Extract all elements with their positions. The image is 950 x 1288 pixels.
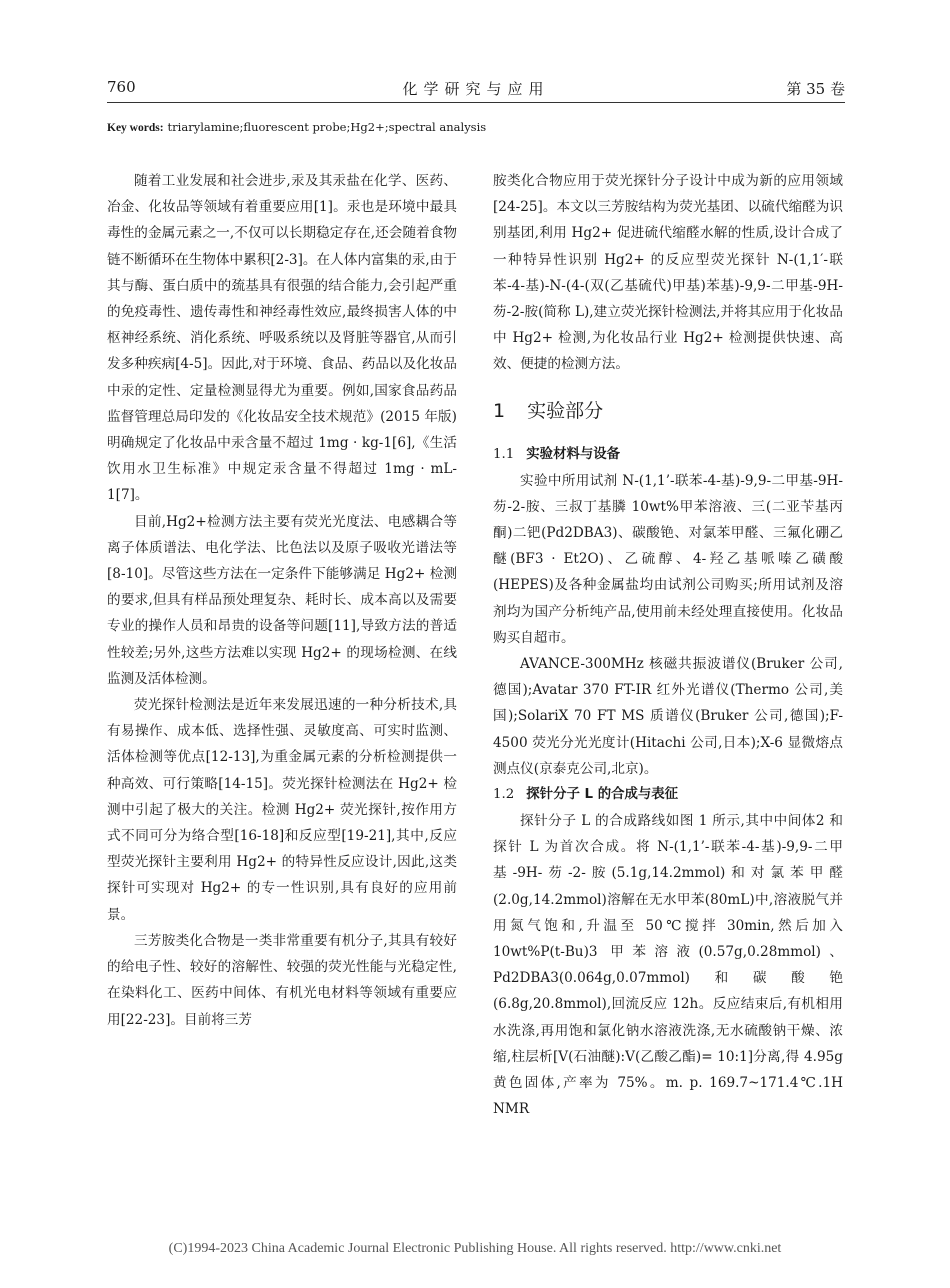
paragraph: 随着工业发展和社会进步,汞及其汞盐在化学、医药、冶金、化妆品等领域有着重要应用[1]。汞也是环境中最具毒性的金属元素之一,不仅可以长期稳定存在,还会随着食物链不断循环在生物体中累积[2-3]。在人体内富集的汞,由于其与酶、蛋白质中的巯基具有很强的结合能力,会引起严重的免疫毒性、遗传毒性和神经毒性效应,最终损害人体的中枢神经系统、消化系统、呼吸系统以及肾脏等器官,从而引发多种疾病[4-5]。因此,对于环境、食品、药品以及化妆品中汞的定性、定量检测显得尤为重要。例如,国家食品药品监督管理总局印发的《化妆品安全技术规范》(2015 年版)明确规定了化妆品中汞含量不超过 1mg · kg-1[6],《生活饮用水卫生标准》中规定汞含量不得超过 1mg · mL-1[7]。 (107, 173, 457, 504)
section-heading (493, 396, 843, 426)
subsection-heading (493, 442, 843, 468)
subsection-heading (493, 782, 843, 808)
subsection-number: 1.1 (493, 446, 515, 462)
keywords-line (107, 120, 486, 134)
section-number: 1 (493, 399, 506, 422)
keywords-text: triarylamine;fluorescent probe;Hg2+;spectral analysis (167, 120, 487, 134)
keywords-label: Key words: (107, 122, 164, 134)
page-header (107, 72, 845, 103)
copyright-footer: (C)1994-2023 China Academic Journal Electronic Publishing House. All rights reserved. http://www.cnki.net (168, 1241, 782, 1256)
subsection-title: 探针分子 L 的合成与表征 (526, 787, 679, 803)
right-column (493, 168, 843, 1123)
volume-number: 第 35 卷 (786, 80, 845, 98)
page-number: 760 (107, 78, 136, 96)
paragraph: 目前,Hg2+检测方法主要有荧光光度法、电感耦合等离子体质谱法、电化学法、比色法以及原子吸收光谱法等[8-10]。尽管这些方法在一定条件下能够满足 Hg2+ 检测的要求,但具有样品预处理复杂、耗时长、成本高以及需要专业的操作人员和昂贵的设备等问题[11],导致方法的普适性较差;另外,这些方法难以实现 Hg2+ 的现场检测、在线监测及活体检测。 (107, 513, 457, 687)
paragraph: 荧光探针检测法是近年来发展迅速的一种分析技术,具有易操作、成本低、选择性强、灵敏度高、可实时监测、活体检测等优点[12-13],为重金属元素的分析检测提供一种高效、可行策略[14-15]。荧光探针检测法在 Hg2+ 检测中引起了极大的关注。检测 Hg2+ 荧光探针,按作用方式不同可分为络合型[16-18]和反应型[19-21],其中,反应型荧光探针主要利用 Hg2+ 的特异性反应设计,因此,这类探针可实现对 Hg2+ 的专一性识别,具有良好的应用前景。 (107, 697, 457, 923)
left-column (107, 168, 457, 1033)
subsection-number: 1.2 (493, 787, 515, 803)
paragraph: 三芳胺类化合物是一类非常重要有机分子,其具有较好的给电子性、较好的溶解性、较强的荧光性能与光稳定性,在染料化工、医药中间体、有机光电材料等领域有重要应用[22-23]。目前将三芳 (107, 932, 457, 1028)
section-title: 实验部分 (527, 399, 604, 422)
subsection-title: 实验材料与设备 (526, 446, 621, 462)
journal-title: 化学研究与应用 (402, 80, 550, 98)
paragraph: AVANCE-300MHz 核磁共振波谱仪(Bruker 公司,德国);Avatar 370 FT-IR 红外光谱仪(Thermo 公司,美国);SolariX 70 FT MS 质谱仪(Bruker 公司,德国);F-4500 荧光分光光度计(Hitachi 公司,日本);X-6 显微熔点测点仪(京泰克公司,北京)。 (493, 656, 843, 777)
paragraph: 胺类化合物应用于荧光探针分子设计中成为新的应用领域[24-25]。本文以三芳胺结构为荧光基团、以硫代缩醛为识别基团,利用 Hg2+ 促进硫代缩醛水解的性质,设计合成了一种特异性识别 Hg2+ 的反应型荧光探针 N-(1,1′-联苯-4-基)-N-(4-(双(乙基硫代)甲基)苯基)-9,9-二甲基-9H-芴-2-胺(简称 L),建立荧光探针检测法,并将其应用于化妆品中 Hg2+ 检测,为化妆品行业 Hg2+ 检测提供快速、高效、便捷的检测方法。 (493, 173, 843, 373)
paragraph: 探针分子 L 的合成路线如图 1 所示,其中中间体2 和探针 L 为首次合成。将 N-(1,1’-联苯-4-基)-9,9-二甲基-9H-芴-2-胺(5.1g,14.2mmol)和对氯苯甲醛(2.0g,14.2mmol)溶解在无水甲苯(80mL)中,溶液脱气并用氮气饱和,升温至 50℃搅拌 30min,然后加入 10wt%P(t-Bu)3 甲苯溶液(0.57g,0.28mmol)、Pd2DBA3(0.064g,0.07mmol)和碳酸铯(6.8g,20.8mmol),回流反应 12h。反应结束后,有机相用水洗涤,再用饱和氯化钠水溶液洗涤,无水硫酸钠干燥、浓缩,柱层析[V(石油醚):V(乙酸乙酯)= 10:1]分离,得 4.95g 黄色固体,产率为 75%。m. p. 169.7~171.4℃.1H NMR (493, 813, 843, 1118)
paragraph: 实验中所用试剂 N-(1,1’-联苯-4-基)-9,9-二甲基-9H-芴-2-胺、三叔丁基膦 10wt%甲苯溶液、三(二亚苄基丙酮)二钯(Pd2DBA3)、碳酸铯、对氯苯甲醛、三氟化硼乙醚(BF3 · Et2O)、乙硫醇、4-羟乙基哌嗪乙磺酸(HEPES)及各种金属盐均由试剂公司购买;所用试剂及溶剂均为国产分析纯产品,使用前未经处理直接使用。化妆品购买自超市。 (493, 472, 843, 646)
